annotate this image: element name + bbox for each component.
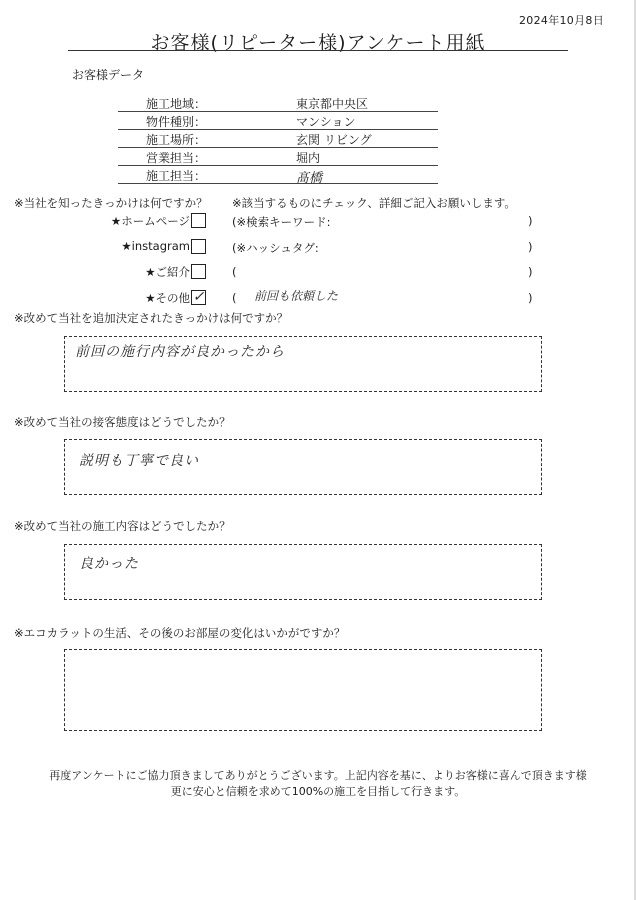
q4-answer-box[interactable] (64, 544, 542, 600)
checkbox-other[interactable] (191, 290, 206, 305)
footer-line-2: 更に安心と信頼を求めて100%の施工を目指して行きます。 (170, 785, 466, 798)
option-label-homepage: ★ホームページ (110, 214, 190, 228)
q4-answer-handwritten: 良かった (79, 556, 139, 572)
option-note-instagram: (※ハッシュタグ: (232, 241, 319, 255)
q2-question: ※改めて当社を追加決定されたきっかけは何ですか？ (14, 311, 289, 325)
option-label-referral: ★ご紹介 (145, 265, 190, 279)
q1-question: ※当社を知ったきっかけは何ですか？ (14, 196, 208, 210)
checkbox-homepage[interactable] (191, 213, 206, 228)
option-label-instagram: ★instagram (121, 239, 190, 253)
info-label: 物件種別： (146, 115, 207, 129)
survey-date: 2024年10月8日 (519, 14, 604, 27)
option-note-referral: ( (232, 265, 237, 279)
info-row-installer: 施工担当： 髙橋 (118, 165, 438, 184)
option-close-paren: ) (528, 214, 533, 228)
info-row-location: 施工場所： 玄関 リビング (118, 129, 438, 148)
q5-answer-box[interactable] (64, 649, 542, 731)
checkbox-instagram[interactable] (191, 239, 206, 254)
info-label: 営業担当： (146, 151, 207, 165)
option-label-other: ★その他 (145, 291, 190, 305)
info-label: 施工場所： (146, 133, 207, 147)
customer-data-heading: お客様データ (72, 68, 145, 82)
checkmark-icon: ✓ (192, 289, 205, 305)
option-close-paren: ) (528, 291, 533, 305)
q2-answer-handwritten: 前回の施行内容が良かったから (75, 344, 285, 360)
q4-question: ※改めて当社の施工内容はどうでしたか？ (14, 519, 231, 533)
footer-message (0, 768, 636, 800)
info-row-sales-rep: 営業担当： 堀内 (118, 147, 438, 166)
q3-answer-handwritten: 説明も丁寧で良い (79, 453, 199, 469)
q2-answer-box[interactable] (64, 336, 542, 392)
info-row-area: 施工地域： 東京都中央区 (118, 93, 438, 112)
q1-instruction: ※該当するものにチェック、詳細ご記入お願いします。 (232, 196, 516, 210)
other-answer-handwritten: 前回も依頼した (254, 289, 339, 303)
info-row-property-type: 物件種別： マンション (118, 111, 438, 130)
footer-line-1: 再度アンケートにご協力頂きましてありがとうございます。上記内容を基に、よりお客様に喜んで頂きます様 (49, 769, 587, 782)
option-close-paren: ) (528, 240, 533, 254)
title-underline (68, 50, 568, 51)
option-close-paren: ) (528, 265, 533, 279)
page-title: お客様(リピーター様)アンケート用紙 (150, 32, 486, 54)
q3-answer-box[interactable] (64, 439, 542, 495)
checkbox-referral[interactable] (191, 264, 206, 279)
q5-question: ※エコカラットの生活、その後のお部屋の変化はいかがですか？ (14, 626, 346, 640)
info-label: 施工地域： (146, 97, 207, 111)
option-note-other: ( (232, 291, 237, 305)
option-note-homepage: (※検索キーワード: (232, 215, 331, 229)
q3-question: ※改めて当社の接客態度はどうでしたか？ (14, 415, 231, 429)
info-label: 施工担当： (146, 169, 207, 183)
